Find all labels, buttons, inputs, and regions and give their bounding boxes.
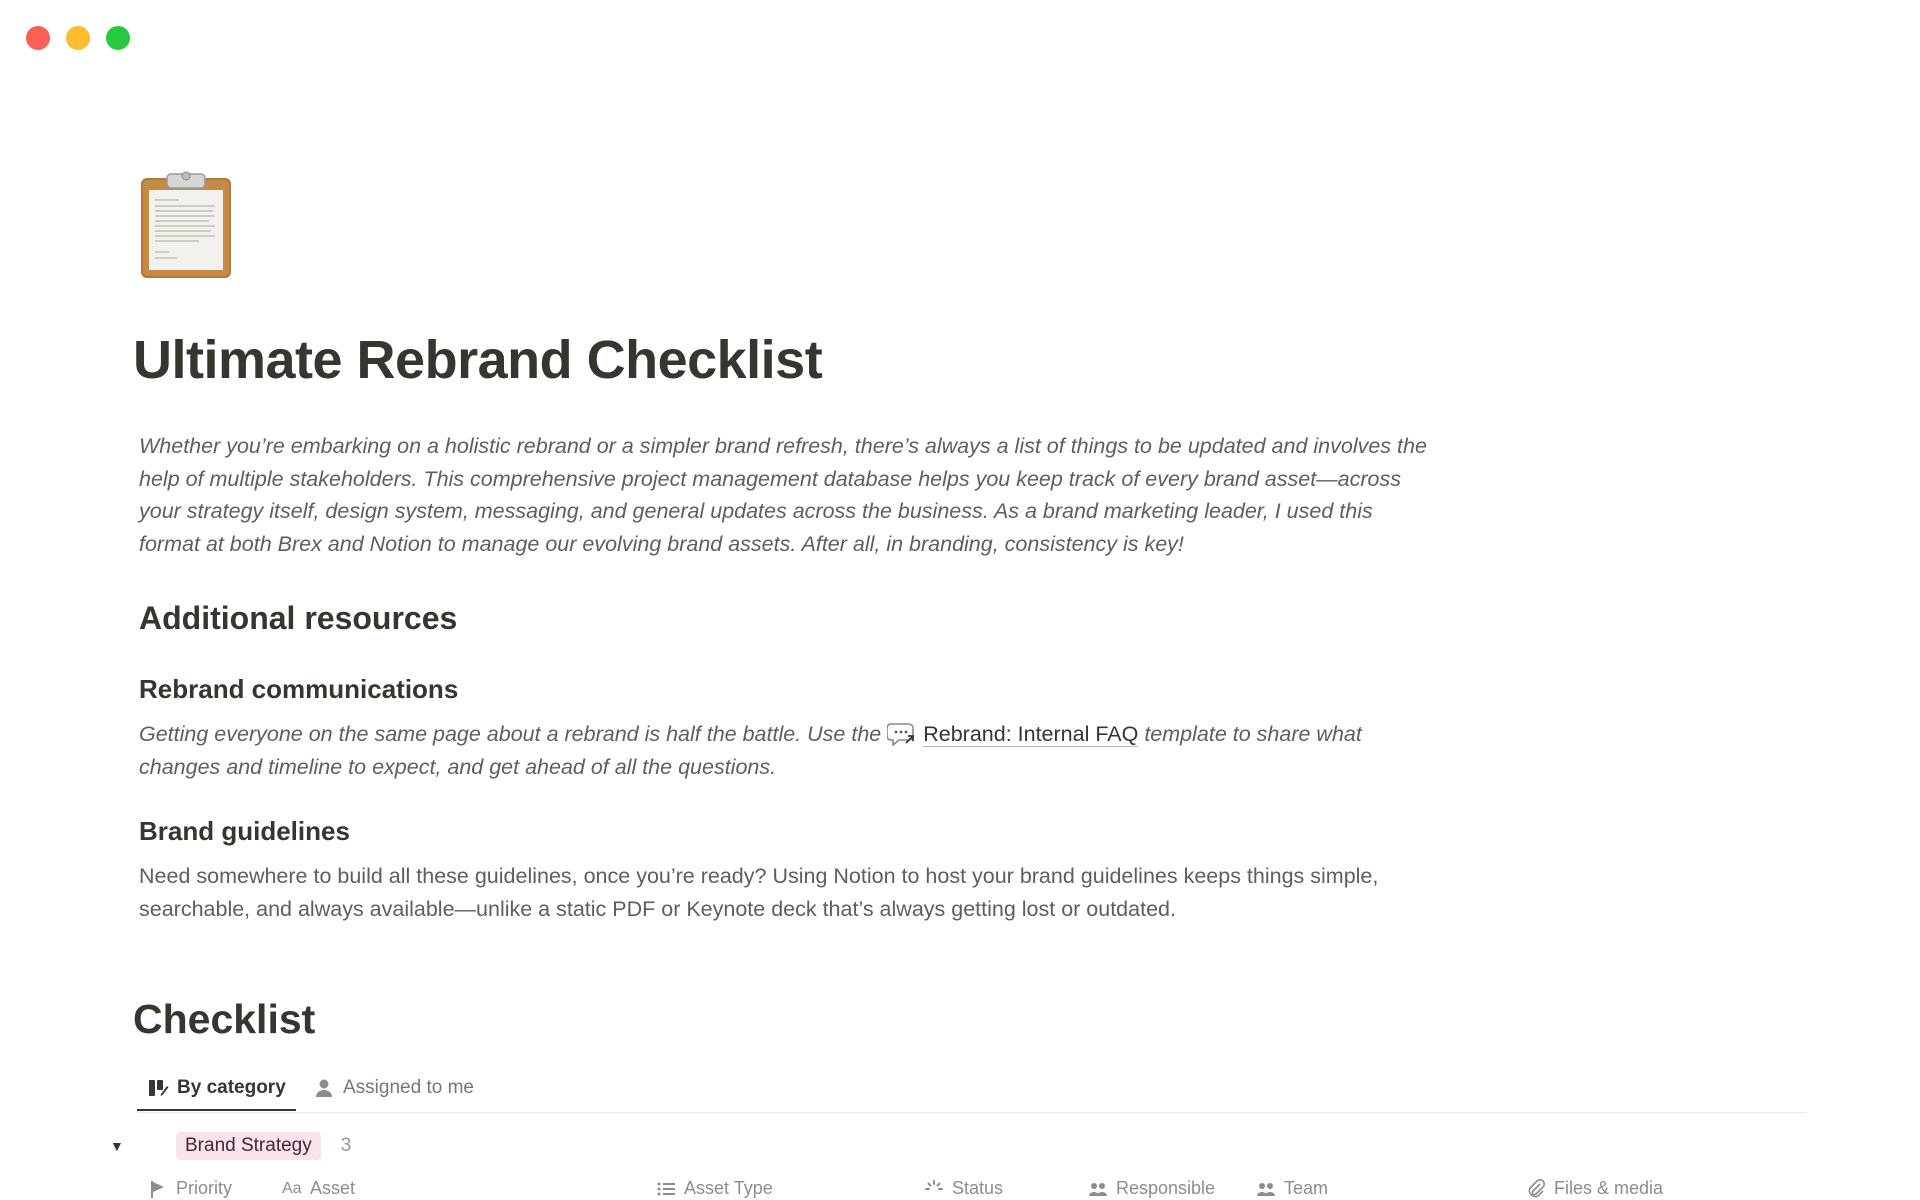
board-icon (147, 1077, 169, 1099)
column-asset[interactable] (282, 1178, 355, 1199)
brand-guidelines-heading: Brand guidelines (139, 816, 350, 846)
people-icon (1256, 1179, 1276, 1199)
minimize-window-button[interactable] (66, 26, 90, 50)
column-responsible-label: Responsible (1116, 1178, 1216, 1198)
tab-assigned-to-me-label: Assigned to me (343, 1077, 474, 1098)
close-window-button[interactable] (26, 26, 50, 50)
column-team-label: Team (1284, 1178, 1329, 1198)
status-icon (924, 1179, 944, 1199)
communications-text-before: Getting everyone on the same page about a rebrand is half the battle. Use the (139, 722, 888, 746)
rebrand-communications-text (139, 718, 1439, 783)
speech-bubble-link-icon (887, 720, 917, 746)
zoom-window-button[interactable] (106, 26, 130, 50)
internal-faq-link-label[interactable]: Rebrand: Internal FAQ (923, 722, 1139, 746)
view-tabs (137, 1066, 1807, 1113)
clipboard-icon[interactable] (139, 170, 233, 280)
collapse-caret-icon[interactable]: ▼ (110, 1138, 124, 1154)
rebrand-communications-heading: Rebrand communications (139, 674, 459, 704)
checklist-heading: Checklist (133, 996, 316, 1042)
column-asset-type-label: Asset Type (684, 1178, 773, 1198)
group-count: 3 (340, 1135, 352, 1156)
tab-by-category-label: By category (177, 1076, 286, 1098)
column-priority-label: Priority (176, 1178, 233, 1198)
brand-guidelines-text: Need somewhere to build all these guidelines, once you’re ready? Using Notion to host your brand guidelines keeps things simple, searchable, and always available—unlike a static PDF or Keynote deck that’s always getting lost or outdated. (139, 864, 1379, 921)
column-asset-label: Asset (310, 1178, 356, 1198)
intro-paragraph: Whether you’re embarking on a holistic rebrand or a simpler brand refresh, there’s always a list of things to be updated and involves the help of multiple stakeholders. This comprehensive project management database helps you keep track of every brand asset—across your strategy itself, design system, messaging, and general updates across the business. As a brand marketing leader, I used this format at both Brex and Notion to manage our evolving brand assets. After all, in branding, consistency is key! (139, 434, 1427, 556)
page-title[interactable]: Ultimate Rebrand Checklist (133, 330, 823, 390)
tab-by-category[interactable] (137, 1066, 296, 1111)
tab-assigned-to-me[interactable] (303, 1066, 484, 1110)
communications-text-after: template to share what changes and timeline to expect, and get ahead of all the questions. (139, 722, 1362, 779)
paperclip-icon (1526, 1179, 1546, 1199)
group-brand-strategy (110, 1130, 351, 1162)
additional-resources-heading: Additional resources (139, 600, 458, 636)
group-label[interactable]: Brand Strategy (176, 1132, 321, 1160)
column-team[interactable] (1256, 1178, 1328, 1199)
window-controls (26, 26, 130, 50)
flag-icon (148, 1179, 168, 1199)
person-icon (313, 1077, 335, 1099)
text-icon: Aa (282, 1179, 302, 1197)
column-files-media[interactable] (1526, 1178, 1663, 1199)
column-responsible[interactable] (1088, 1178, 1215, 1199)
internal-faq-link[interactable] (887, 722, 1138, 746)
column-files-media-label: Files & media (1554, 1178, 1664, 1198)
column-priority[interactable] (148, 1178, 232, 1199)
table-column-headers (0, 1176, 1920, 1200)
people-icon (1088, 1179, 1108, 1199)
list-icon (656, 1179, 676, 1199)
column-asset-type[interactable] (656, 1178, 773, 1199)
column-status-label: Status (952, 1178, 1004, 1198)
column-status[interactable] (924, 1178, 1003, 1199)
